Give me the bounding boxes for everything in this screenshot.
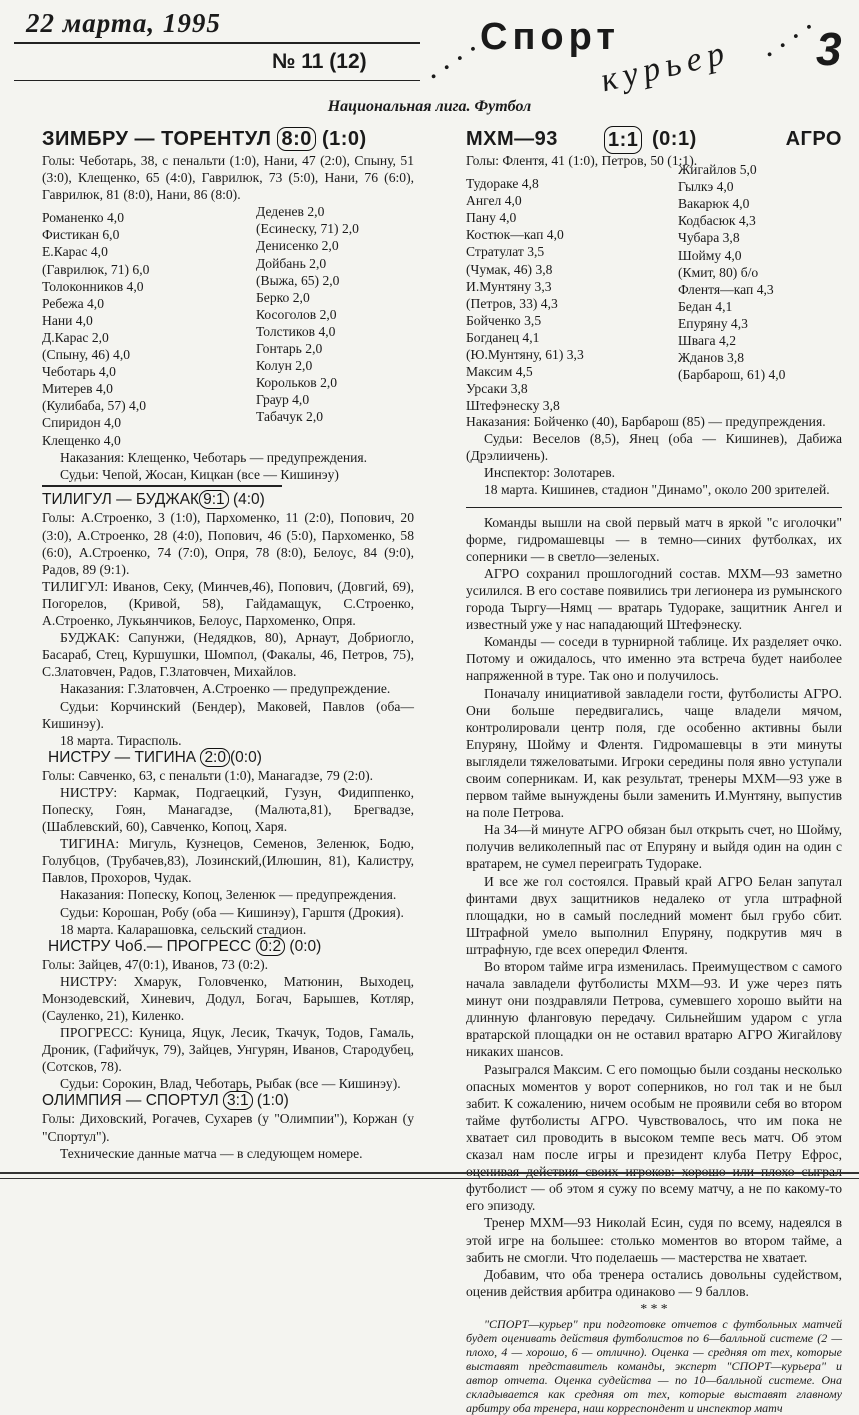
match-heading: ЗИМБРУ — ТОРЕНТУЛ 8:0 (1:0) (42, 128, 367, 150)
report-paragraph: Тренер МХМ—93 Николай Есин, судя по всему, надеялся в этой игре на большее: столько моментов во втором тайме, а забить не смогли. Что поделаешь — мастерства не хватает. (466, 1215, 842, 1265)
player: Денисенко 2,0 (256, 238, 339, 254)
player: Ребежа 4,0 (42, 295, 105, 311)
player: Шойму 4,0 (678, 247, 742, 263)
home-lineup: НИСТРУ: Хмарук, Головченко, Матюнин, Выходец, Монзодевский, Хиневич, Додул, Богач, Барышев, Котляр, (Сауленко, 21), Киленко. (42, 973, 414, 1023)
match-goals: Голы: А.Строенко, 3 (1:0), Пархоменко, 11 (2:0), Попович, 20 (3:0), А.Строенко, 28 (4:0), Попович, 46 (5:0), Пархоменко, 58 (6:0), А.Строенко, 74 (7:0), Опря, 78 (8:0), Белоус, 84 (9:0), Радов, 89 (9:1). (42, 510, 414, 577)
player: (Выжа, 65) 2,0 (256, 272, 340, 288)
player: Чубара 3,8 (678, 230, 740, 246)
section-title: Национальная лига. Футбол (327, 98, 532, 115)
report-paragraph: АГРО сохранил прошлогодний состав. МХМ—93 заметно усилился. В его составе появились три легионера из румынского города Тыргу—Нямц — вратарь Тудораке, защитник Ангел и известный уже у нас нападающий Штефэнеску. (466, 565, 842, 633)
player: Максим 4,5 (466, 364, 533, 380)
player: Гонтарь 2,0 (256, 341, 323, 357)
player: Спиридон 4,0 (42, 415, 122, 431)
player: Жданов 3,8 (678, 350, 745, 366)
match-venue: 18 марта. Каларашовка, сельский стадион. (60, 921, 307, 937)
player: Штефэнеску 3,8 (466, 398, 560, 414)
home-team: ЗИМБРУ (42, 128, 129, 150)
player: (Гаврилюк, 71) 6,0 (42, 261, 150, 277)
away-lineup: ТИГИНА: Мигуль, Кузнецов, Семенов, Зеленюк, Бодю, Голубцов, (Трубачев,83), Лозинский,(Илюшин, 81), Калистру, Павлов, Прохоров, Чудак. (42, 836, 414, 886)
home-lineup (466, 175, 584, 414)
match-heading (42, 1092, 414, 1110)
player: Клещенко 4,0 (42, 432, 121, 448)
away-team: АГРО (785, 128, 842, 150)
match-title: ОЛИМПИЯ — СПОРТУЛ (42, 1092, 219, 1110)
match-score: 9:1 (199, 490, 229, 509)
player: Е.Карас 4,0 (42, 244, 108, 260)
match-report (466, 514, 842, 1300)
player: Граур 4,0 (256, 392, 310, 408)
player: (Барбарош, 61) 4,0 (678, 367, 786, 383)
home-team: МХМ—93 (466, 128, 558, 150)
player: (Спыну, 46) 4,0 (42, 347, 131, 363)
match-heading (42, 491, 414, 509)
player: Флентя—кап 4,3 (678, 281, 774, 297)
player: Епуряну 4,3 (678, 315, 748, 331)
player: Корольков 2,0 (256, 375, 338, 391)
match-title: НИСТРУ — ТИГИНА (48, 748, 197, 766)
away-lineup (678, 161, 785, 383)
match-referees: Судьи: Сорокин, Влад, Чеботарь, Рыбак (все — Кишинэу). (60, 1076, 401, 1092)
separator-stars: * * * (640, 1300, 668, 1316)
player: (Есинеску, 71) 2,0 (256, 221, 359, 237)
header-rule (14, 80, 420, 81)
brand-title: Спорт (480, 16, 620, 58)
player: Нани 4,0 (42, 312, 93, 328)
away-lineup: ПРОГРЕСС: Куница, Яцук, Лесик, Ткачук, Тодов, Гамаль, Дроник, (Гафийчук, 79), Зайцев, Унгурян, Иванов, Стародубец,(Сотсков, 78). (42, 1025, 414, 1075)
player: Митерев 4,0 (42, 381, 113, 397)
match-referees: Судьи: Корчинский (Бендер), Маковей, Павлов (оба—Кишинэу). (42, 698, 414, 731)
player: Колун 2,0 (256, 358, 313, 374)
player: Урсаки 3,8 (466, 381, 528, 397)
match-goals: Голы: Флентя, 41 (1:0), Петров, 50 (1:1). (466, 153, 698, 168)
report-paragraph: Добавим, что оба тренера остались довольны судейством, оценив действия арбитра одинаково — 9 баллов. (466, 1266, 842, 1299)
player: Дойбань 2,0 (256, 255, 327, 271)
decorative-dots: · · · · (759, 14, 822, 69)
issue-number: № 11 (12) (272, 50, 367, 73)
player: Романенко 4,0 (42, 210, 124, 226)
player: Толоконников 4,0 (42, 278, 144, 294)
match-goals: Голы: Диховский, Рогачев, Сухарев (у "Олимпии"), Коржан (у "Спортул"). (42, 1111, 414, 1144)
player: (Петров, 33) 4,3 (466, 295, 558, 311)
home-lineup (42, 209, 149, 448)
report-paragraph: Команды — соседи в турнирной таблице. Их разделяет очко. Потому и ожидалось, что именно эта встреча будет наиболее напряженной в туре. Так оно и получилось. (466, 634, 842, 684)
match-penalties: Наказания: Клещенко, Чеботарь — предупреждения. (60, 450, 368, 466)
player: Чеботарь 4,0 (42, 364, 116, 380)
half-time-score: (1:0) (256, 1092, 289, 1110)
header-rule (14, 42, 420, 44)
lineups (42, 204, 414, 449)
match-referees: Судьи: Корошан, Робу (оба — Кишинэу), Гарштя (Дрокия). (60, 904, 404, 920)
half-time-score: (0:1) (652, 128, 697, 150)
player: Берко 2,0 (256, 289, 310, 305)
footer-rule (0, 1172, 859, 1174)
match-goals: Голы: Чеботарь, 38, с пенальти (1:0), Нани, 47 (2:0), Спыну, 51 (3:0), Клещенко, 65 (4:0), Гаврилюк, 73 (5:0), Нани, 76 (6:0), Гаврилюк, 81 (8:0), Нани, 86 (8:0). (42, 153, 414, 203)
player: Косоголов 2,0 (256, 306, 337, 322)
lineups (466, 162, 842, 414)
match-title: ТИЛИГУЛ — БУДЖАК (42, 491, 200, 509)
player: Стратулат 3,5 (466, 244, 545, 260)
match-venue: 18 марта. Кишинев, стадион "Динамо", около 200 зрителей. (484, 482, 830, 498)
match-score: 8:0 (277, 127, 315, 151)
editorial-note: "СПОРТ—курьер" при подготовке отчетов с футбольных матчей будет оценивать действия футболистов по 6—балльной системе (2 — плохо, 4 — хорошо, 6 — отлично). Оценка — средняя от тех, которые выставят представитель команды, эксперт "СПОРТ—курьера" и автор отчета. Оценка судейства — по 10—балльной системе. Она складывается как средняя от тех, которые выставят главному арбитру оба тренера, наш корреспондент и инспектор матч (466, 1316, 842, 1415)
match-goals: Голы: Зайцев, 47(0:1), Иванов, 73 (0:2). (42, 956, 269, 972)
report-paragraph: Во втором тайме игра изменилась. Преимуществом с самого начала завладели футболисты МХМ—93. И уже через пять минут они поздравляли Петрова, сумевшего хорошо выйти на длинную фланговую передачу. Сильнейшим ударом с угла вратарской площадки он не оставил вратарю АГРО Жигайлову никаких шансов. (466, 959, 842, 1060)
right-column (466, 126, 842, 1415)
left-column (42, 126, 414, 1162)
away-lineup (256, 203, 359, 425)
home-lineup: НИСТРУ: Кармак, Подгаецкий, Гузун, Фидиппенко, Попеску, Гоян, Манагадзе, (Малюта,81), Брегвадзе, (Шаблевский, 60), Савченко, Копоц, Харя. (42, 784, 414, 835)
player: Ангел 4,0 (466, 193, 522, 209)
issue-date: 22 марта, 1995 (26, 8, 221, 38)
match-heading (42, 749, 414, 767)
report-paragraph: На 34—й минуте АГРО обязан был открыть счет, но Шойму, получив великолепный пас от Епуряну и выйдя один на один с вратарем, не сумел переиграть Тудораке. (466, 822, 842, 872)
divider (42, 485, 282, 487)
match-score: 3:1 (223, 1091, 253, 1110)
player: (Чумак, 46) 3,8 (466, 261, 553, 277)
player: Бедан 4,1 (678, 298, 733, 314)
match-heading (42, 938, 414, 956)
match-title: НИСТРУ Чоб.— ПРОГРЕСС (48, 937, 252, 955)
decorative-dots: · · · · (423, 36, 486, 91)
match-penalties: Наказания: Попеску, Копоц, Зеленюк — предупреждения. (60, 887, 397, 903)
match-goals: Голы: Савченко, 63, с пенальти (1:0), Манагадзе, 79 (2:0). (42, 767, 374, 783)
player: Швага 4,2 (678, 333, 736, 349)
half-time-score: (0:0) (230, 748, 262, 766)
player: Деденев 2,0 (256, 204, 325, 220)
home-lineup: ТИЛИГУЛ: Иванов, Секу, (Минчев,46), Попович, (Довгий, 69), Погорелов, (Кривой, 58), Гайдамащук, С.Строенко, А.Строенко, Лукьянчиков, Белоус, Пархоменко, Опря. (42, 578, 414, 629)
match-inspector: Инспектор: Золотарев. (484, 465, 616, 481)
report-paragraph: Команды вышли на свой первый матч в яркой "с иголочки" форме, гидромашевцы — в темно—синих футболках, их соперники — в светло—зеленых. (466, 514, 842, 564)
match-venue: 18 марта. Тирасполь. (60, 732, 182, 748)
player: Вакарюк 4,0 (678, 196, 750, 212)
player: (Кмит, 80) б/о (678, 264, 759, 280)
match-penalties: Наказания: Бойченко (40), Барбарош (85) — предупреждения. (466, 414, 826, 430)
footer-rule (0, 1178, 859, 1179)
player: Тудораке 4,8 (466, 176, 539, 192)
half-time-score: (0:0) (289, 937, 322, 955)
player: Гылкэ 4,0 (678, 179, 734, 195)
match-penalties: Наказания: Г.Златовчен, А.Строенко — предупреждение. (60, 681, 391, 697)
player: Жигайлов 5,0 (678, 162, 757, 178)
player: (Кулибаба, 57) 4,0 (42, 398, 147, 414)
divider (466, 507, 842, 508)
match-referees: Судьи: Веселов (8,5), Янец (оба — Кишинев), Дабижа (Дрэлиичень). (466, 431, 842, 464)
player: И.Мунтяну 3,3 (466, 278, 552, 294)
player: Табачук 2,0 (256, 409, 324, 425)
player: Богданец 4,1 (466, 329, 540, 345)
match-note: Технические данные матча — в следующем номере. (60, 1145, 363, 1161)
player: Толстиков 4,0 (256, 323, 336, 339)
half-time-score: (1:0) (321, 128, 367, 150)
report-paragraph: И все же гол состоялся. Правый край АГРО Белан запутал финтами двух защитников недалеко от угла штрафной площадки, но в самый последний момент был грубо сбит. Штрафной умело выполнил Епуряну, подкрутив мяч в штрафную, где всех опередил Флентя. (466, 873, 842, 957)
match-heading (466, 126, 842, 152)
player: Д.Карас 2,0 (42, 329, 109, 345)
brand-subtitle: курьер (597, 33, 734, 100)
match-score: 0:2 (256, 937, 286, 956)
player: Фистикан 6,0 (42, 227, 120, 243)
away-team: ТОРЕНТУЛ (161, 128, 272, 150)
match-score: 2:0 (200, 748, 230, 767)
page-number: 3 (816, 23, 842, 75)
player: Костюк—кап 4,0 (466, 227, 564, 243)
report-paragraph: Разыгрался Максим. С его помощью были созданы несколько опасных моментов у ворот соперников, но гол так и не был забит. К сожалению, ничем особым не проявили себя во втором тайме футболисты АГРО. Чувствовалось, что им пока не хватает сил проводить в высоком темпе весь матч. Об этом сказал нам после игры и президент клуба Петру Ефрос, футболист — об этом я сужу по всему матчу, а не по какому-то его эпизоду. (466, 1061, 842, 1214)
match-score: 1:1 (604, 126, 642, 154)
player: Бойченко 3,5 (466, 312, 542, 328)
player: Кодбасюк 4,3 (678, 213, 756, 229)
report-paragraph: Поначалу инициативой завладели гости, футболисты АГРО. Они больше передвигались, чаще владели мячом, контролировали центр поля, где особенно активны были Епуряну, Шойму и Флентя. Гидромашевцы в эти минуты выглядели тяжеловатыми. Игроки середины поля явно уступали своим соперникам. И, как результат, тренеры МХМ—93 уже в первом тайме вынуждены были заменить И.Мунтяну, выпустив на поле Петрова. (466, 685, 842, 821)
away-lineup: БУДЖАК: Сапунжи, (Недядков, 80), Арнаут, Добриогло, Басараб, Стец, Куршушки, Шомпол, (Факалы, 46, Петров, 75), С.Златовчен, Радов, Г.Златовчен, Михайлов. (42, 630, 414, 680)
player: (Ю.Мунтяну, 61) 3,3 (466, 347, 584, 363)
player: Пану 4,0 (466, 210, 517, 226)
match-referees: Судьи: Чепой, Жосан, Кицкан (все — Кишинэу) (60, 467, 339, 483)
half-time-score: (4:0) (232, 491, 265, 509)
